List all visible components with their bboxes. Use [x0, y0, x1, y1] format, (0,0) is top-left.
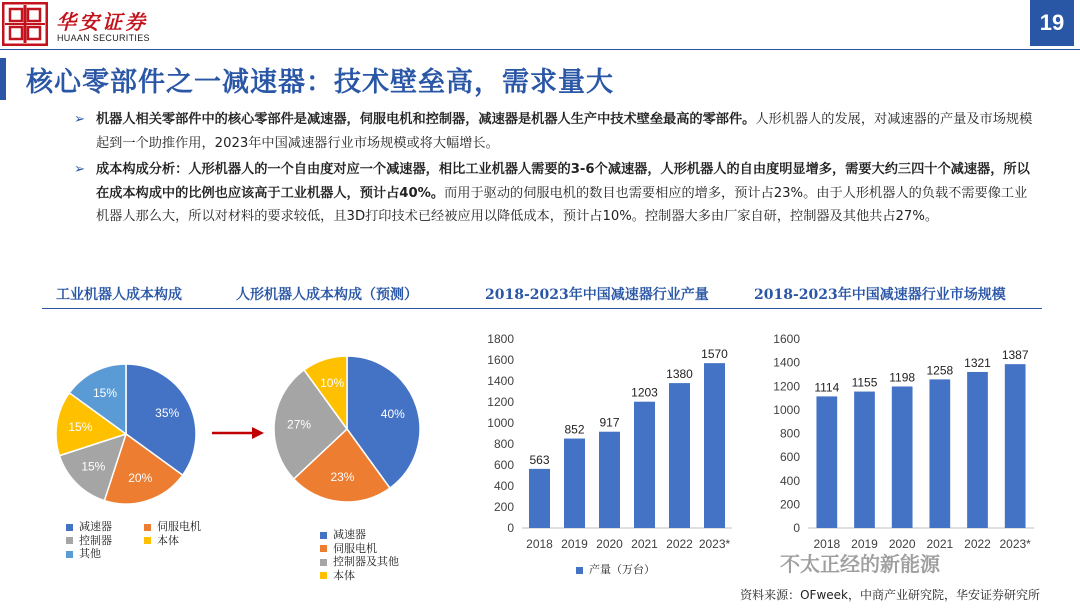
x-tick-label: 2019 — [561, 537, 588, 551]
legend-row — [320, 542, 399, 556]
bullet-item — [74, 108, 1034, 155]
legend-swatch — [320, 572, 327, 579]
bar — [816, 396, 837, 528]
legend-swatch — [66, 537, 73, 544]
y-tick-label: 1000 — [773, 402, 800, 417]
legend-row — [66, 547, 222, 561]
bar-data-label: 1380 — [666, 367, 693, 382]
legend-row — [66, 520, 222, 534]
legend-swatch — [144, 524, 151, 531]
legend-item — [66, 534, 144, 548]
pie-data-label: 27% — [287, 417, 312, 432]
bar — [634, 402, 655, 528]
bullet-text: 而用于驱动的伺服电机的数目也需要相应的增多，预计占23%。由于人形机器人的负载不需要像工业机器人那么大，所以对材料的要求较低，且3D打印技术已经被应用以降低成本，预计占10%。控制器大多由厂家自研，控制器及其他共占27%。 — [96, 185, 1028, 224]
arrow-right-icon — [212, 426, 264, 440]
market-bar-chart — [762, 325, 1052, 557]
y-tick-label: 400 — [779, 473, 800, 488]
header-divider — [0, 49, 1080, 50]
bar — [529, 469, 550, 528]
bar-data-label: 1258 — [926, 363, 954, 378]
pie-data-label: 10% — [320, 376, 345, 391]
y-tick-label: 600 — [779, 450, 800, 465]
bar — [599, 432, 620, 528]
pie-data-label: 40% — [380, 407, 405, 422]
x-tick-label: 2022 — [964, 537, 991, 551]
bar-data-label: 1570 — [701, 347, 728, 362]
legend-label: 产量（万台） — [589, 563, 655, 576]
y-tick-label: 600 — [493, 458, 514, 472]
legend-label: 减速器 — [333, 528, 366, 541]
output-bar-chart — [470, 325, 740, 557]
legend-item — [320, 555, 399, 568]
y-tick-label: 800 — [779, 426, 800, 441]
legend-swatch — [320, 559, 327, 566]
x-tick-label: 2020 — [888, 537, 916, 551]
y-tick-label: 1600 — [773, 332, 800, 346]
legend-row — [320, 528, 399, 542]
bar — [564, 439, 585, 528]
legend-item — [144, 534, 222, 548]
bar — [704, 363, 725, 528]
pie-data-label: 23% — [330, 469, 355, 484]
legend-swatch — [576, 567, 583, 574]
bullet-list — [74, 108, 1034, 232]
x-tick-label: 2022 — [666, 537, 693, 551]
humanoid-pie-chart — [274, 356, 420, 502]
bar-data-label: 1198 — [889, 370, 916, 385]
y-tick-label: 1400 — [773, 355, 800, 370]
legend-swatch — [66, 524, 73, 531]
market-chart-title: 2018-2023年中国减速器行业市场规模 — [754, 287, 1006, 303]
legend-swatch — [320, 545, 327, 552]
section-divider — [42, 308, 1042, 309]
y-tick-label: 200 — [779, 497, 800, 512]
pie-data-label: 35% — [155, 406, 180, 421]
y-tick-label: 1200 — [773, 379, 800, 394]
y-tick-label: 1800 — [487, 332, 514, 346]
bar-data-label: 1155 — [851, 375, 878, 390]
industrial-chart-title: 工业机器人成本构成 — [56, 287, 182, 303]
watermark-text: 不太正经的新能源 — [780, 552, 940, 576]
bar-data-label: 1387 — [1001, 348, 1029, 363]
output-chart-title: 2018-2023年中国减速器行业产量 — [485, 287, 709, 303]
title-accent-bar — [0, 58, 6, 100]
legend-label: 控制器及其他 — [333, 555, 399, 568]
brand-name-en: HUAAN SECURITIES — [57, 33, 150, 43]
legend-label: 控制器 — [79, 533, 112, 547]
legend-item — [320, 528, 366, 541]
y-tick-label: 1400 — [487, 374, 514, 388]
bar-data-label: 1203 — [631, 385, 658, 400]
x-tick-label: 2018 — [813, 537, 841, 551]
pie-data-label: 15% — [81, 459, 106, 474]
brand-name-cn: 华安证券 — [56, 10, 148, 34]
legend-row — [320, 555, 399, 569]
output-bar-legend — [576, 561, 655, 577]
legend-item — [66, 520, 144, 534]
legend-swatch — [320, 532, 327, 539]
bullet-item — [74, 158, 1034, 229]
bullet-text: 人形机器人的发展，对减速器的产量及市场规模起到一个助推作用，2023年中国减速器行业市场规模或将大幅增长。 — [96, 112, 1033, 151]
legend-label: 本体 — [333, 568, 355, 582]
industrial-pie-chart — [56, 364, 196, 504]
industrial-pie-legend — [66, 520, 222, 561]
legend-label: 伺服电机 — [333, 541, 377, 555]
bar-data-label: 1114 — [814, 380, 840, 395]
legend-label: 本体 — [157, 533, 179, 547]
pie-data-label: 15% — [93, 385, 118, 400]
legend-item — [144, 520, 222, 534]
x-tick-label: 2023* — [999, 537, 1031, 551]
legend-row — [320, 569, 399, 583]
arrow-bullet-icon: ➢ — [74, 162, 86, 177]
pie-data-label: 15% — [68, 419, 93, 434]
y-tick-label: 800 — [493, 437, 514, 451]
bullet-bold-text: 成本构成分析：人形机器人的一个自由度对应一个减速器，相比工业机器人需要的3-6个减速器，人形机器人的自由度明显增多，需要大约三四十个减速器，所以在成本构成中的比例也应该高于工业机器人，预计占40%。 — [96, 162, 1030, 201]
company-logo — [2, 2, 48, 46]
legend-label: 其他 — [79, 547, 101, 560]
bar-data-label: 563 — [529, 452, 550, 467]
legend-swatch — [144, 537, 151, 544]
y-tick-label: 400 — [493, 479, 514, 493]
page-number: 19 — [1030, 0, 1074, 46]
page-title: 核心零部件之一减速器：技术壁垒高，需求量大 — [26, 67, 614, 98]
legend-row — [66, 534, 222, 548]
bar — [854, 392, 875, 528]
x-tick-label: 2021 — [926, 537, 954, 551]
bar-data-label: 1321 — [964, 355, 991, 370]
bar — [967, 372, 988, 528]
y-tick-label: 1600 — [487, 353, 514, 367]
source-note: 资料来源：OFweek，中商产业研究院，华安证券研究所 — [740, 588, 1040, 602]
x-tick-label: 2018 — [526, 537, 553, 551]
y-tick-label: 1000 — [487, 416, 514, 430]
arrow-bullet-icon: ➢ — [74, 112, 86, 127]
bar — [1005, 364, 1026, 528]
x-tick-label: 2021 — [631, 537, 658, 551]
x-tick-label: 2019 — [851, 537, 878, 551]
legend-item — [66, 547, 144, 561]
pie-data-label: 20% — [128, 470, 153, 485]
bar-data-label: 917 — [599, 415, 620, 430]
humanoid-chart-title: 人形机器人成本构成（预测） — [236, 287, 418, 303]
legend-item — [320, 542, 377, 555]
legend-label: 减速器 — [79, 520, 112, 533]
legend-swatch — [66, 551, 73, 558]
x-tick-label: 2020 — [596, 537, 623, 551]
bar — [669, 383, 690, 528]
bullet-bold-text: 机器人相关零部件中的核心零部件是减速器，伺服电机和控制器，减速器是机器人生产中技术壁垒最高的零部件。 — [96, 112, 756, 127]
y-tick-label: 0 — [507, 521, 514, 535]
y-tick-label: 0 — [793, 521, 800, 535]
bar-data-label: 852 — [564, 422, 585, 437]
x-tick-label: 2023* — [698, 537, 731, 551]
bar — [929, 379, 950, 528]
bar — [892, 386, 913, 528]
y-tick-label: 1200 — [487, 395, 514, 409]
legend-item — [320, 569, 355, 582]
y-tick-label: 200 — [493, 500, 514, 514]
humanoid-pie-legend — [320, 528, 399, 582]
legend-label: 伺服电机 — [157, 520, 201, 533]
